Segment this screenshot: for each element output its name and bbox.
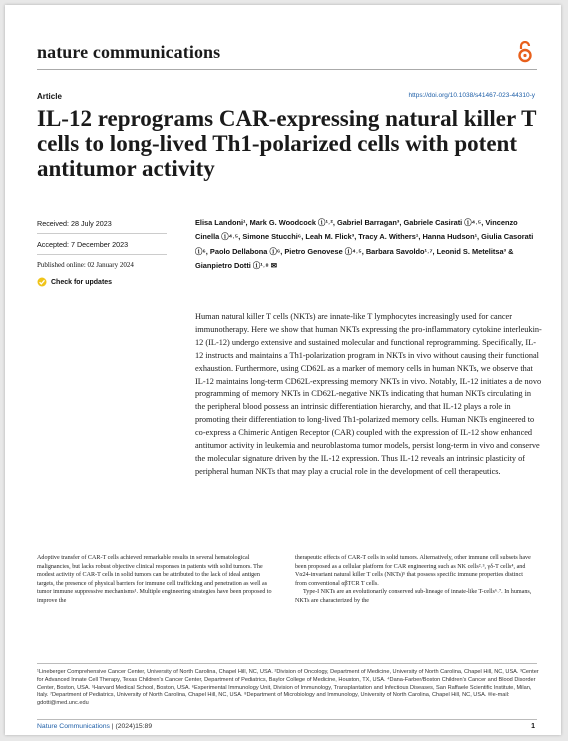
article-type: Article [37, 92, 62, 101]
affiliations-divider [37, 663, 537, 664]
check-updates-label: Check for updates [51, 278, 113, 286]
abstract: Human natural killer T cells (NKTs) are innate-like T lymphocytes increasingly used for cancer immunotherapy. Here we show that human NKTs expressing the pro-inflammatory cytokine interleukin-12 (IL-12) undergo extensive and sustained molecular and functional reprogramming. Specifically, IL-12 instructs and maintains a Th1-polarization program in NKTs in vivo without causing their functional exhaustion. Furthermore, using CD62L as a marker of memory cells in human NKTs, we observe that IL-12 maintains long-term CD62L-expressing memory NKTs in vivo. Notably, IL-12 initiates a de novo programming of memory NKTs in CD62L-negative NKTs indicating that human NKTs circulating in the peripheral blood possess an intrinsic differentiation hierarchy, and that IL-12 plays a role in promoting their differentiation to long-lived Th1-polarized memory cells. Human NKTs engineered to co-express a Chimeric Antigen Receptor (CAR) coupled with the expression of IL-12 show enhanced antitumor activity in leukemia and neuroblastoma tumor models, persist long-term in vivo and conserve the molecular signature driven by the IL-12 expression. Thus IL-12 reveals an intrinsic plasticity of peripheral human NKTs that may play a crucial role in the development of cell therapeutics. [195, 312, 542, 476]
received-date: Received: 28 July 2023 [37, 219, 112, 228]
open-access-icon[interactable] [517, 41, 533, 63]
meta-divider [37, 254, 167, 255]
paper-title: IL-12 reprograms CAR-expressing natural killer T cells to long-lived Th1-polarized cells with potent antitumor activity [37, 106, 536, 181]
footer-divider [37, 719, 537, 720]
check-updates-button[interactable] [37, 277, 112, 287]
footer-citation [37, 723, 152, 730]
header-divider [37, 69, 537, 70]
journal-name: nature communications [37, 42, 221, 62]
footer-volume: | (2024)15:89 [109, 723, 153, 730]
doi-link[interactable]: https://doi.org/10.1038/s41467-023-44310-y [408, 92, 535, 99]
accepted-date: Accepted: 7 December 2023 [37, 240, 129, 249]
paper-page [5, 5, 561, 735]
check-updates-icon [37, 277, 47, 287]
meta-divider [37, 233, 167, 234]
published-date: Published online: 02 January 2024 [37, 261, 134, 269]
footer-journal[interactable]: Nature Communications [37, 723, 110, 730]
body-text-right [295, 554, 532, 606]
affiliations: ¹Lineberger Comprehensive Cancer Center, University of North Carolina, Chapel Hill, NC, USA. ²Division of Oncology, Department of Medicine, University of North Carolina, Chapel Hill, NC, USA. ³Center for Advanced Innate Cell Therapy, Texas Children's Cancer Center, Department of Pediatrics, Baylor College of Medicine, Houston, TX, USA. ⁴Dana-Farber/Boston Children's Cancer and Blood Disorder Center, Boston, USA. ⁵Harvard Medical School, Boston, USA. ⁶Experimental Immunology Unit, Division of Immunology, Transplantation and Infectious Diseases, San Raffaele Scientific Institute, Milan, Italy. ⁷Department of Pediatrics, University of North Carolina, Chapel Hill, NC, USA. ⁸Department of Microbiology and Immunology, University of North Carolina, Chapel Hill, NC, USA. ✉e-mail: gdotti@med.unc.edu [37, 669, 539, 707]
body-text-left: Adoptive transfer of CAR-T cells achieved remarkable results in several hematological malignancies, but lacks robust objective clinical responses in patients with solid tumors. The modest activity of CAR-T cells in solid tumors can be attributed to the lack of ideal antigen targets, the presence of physical barriers for immune cell trafficking and penetration as well as tumor immune suppressive mechanisms¹. Multiple engineering strategies have been proposed to improve the [37, 555, 272, 604]
body-paragraph: Type-I NKTs are an evolutionarily conserved sub-lineage of innate-like T-cells⁶˒⁷. In humans, NKTs are characterized by the [295, 589, 532, 604]
author-list: Elisa Landoni¹, Mark G. Woodcock ⓘ¹˒², Gabriel Barragan³, Gabriele Casirati ⓘ⁴˒⁵, Vincenzo Cinella ⓘ⁴˒⁵, Simone Stucchi⁶, Leah M. Flick³, Tracy A. Withers¹, Hanna Hudson¹, Giulia Casorati ⓘ⁶, Paolo Dellabona ⓘ⁶, Pietro Genovese ⓘ⁴˒⁵, Barbara Savoldo¹˒⁷, Leonid S. Metelitsa³ & Gianpietro Dotti ⓘ¹˒⁸ ✉ [195, 218, 534, 271]
page-number: 1 [531, 723, 535, 730]
body-paragraph: therapeutic effects of CAR-T cells in solid tumors. Alternatively, other immune cell subsets have been proposed as a cellular platform for CAR engineering such as NK cells²˒³, γδ-T cells⁴, and Vα24-invariant natural killer T cells (NKTs)⁵ that possess specific immune properties distinct from conventional αβTCR T cells. [295, 555, 531, 587]
